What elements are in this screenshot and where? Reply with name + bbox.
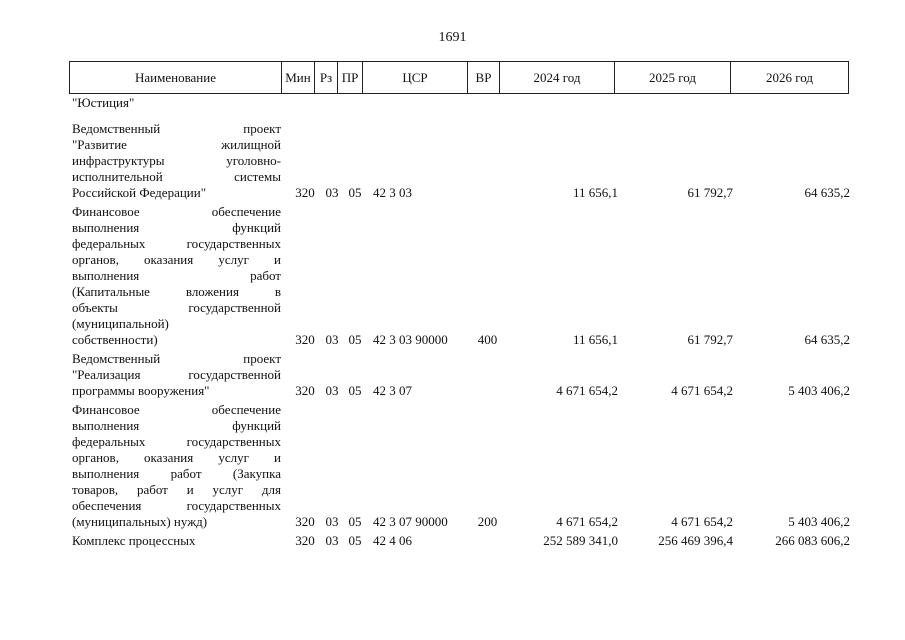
- cell-pr: 05: [348, 533, 362, 548]
- table-row: [69, 533, 851, 549]
- cell-2025: 4 671 654,2: [671, 514, 733, 529]
- row-name-line: Финансовое обеспечение: [72, 402, 281, 417]
- table-header: [69, 61, 849, 94]
- row-name-line: (Капитальные вложения в: [72, 284, 281, 299]
- row-name-line: Финансовое обеспечение: [72, 204, 281, 219]
- cell-rz: 03: [325, 533, 339, 548]
- row-name-line: Ведомственный проект: [72, 121, 281, 136]
- row-name-line: (муниципальной): [72, 316, 169, 331]
- header-name: Наименование: [70, 62, 282, 94]
- cell-min: 320: [295, 383, 315, 398]
- header-2024: 2024 год: [500, 62, 615, 94]
- row-name-line: "Развитие жилищной: [72, 137, 281, 152]
- cell-2026: 64 635,2: [804, 185, 850, 200]
- row-name-line: обеспечения государственных: [72, 498, 281, 513]
- cell-2026: 266 083 606,2: [775, 533, 850, 548]
- row-name-line: "Реализация государственной: [72, 367, 281, 382]
- cell-vr: 400: [477, 332, 498, 347]
- row-name-line: Российской Федерации": [72, 185, 207, 200]
- row-name-line: федеральных государственных: [72, 434, 281, 449]
- cell-min: 320: [295, 185, 315, 200]
- header-rz: Рз: [315, 62, 338, 94]
- row-name-line: Комплекс процессных: [72, 533, 196, 548]
- table-row: [69, 204, 851, 348]
- cell-2026: 5 403 406,2: [788, 383, 850, 398]
- row-name-line: федеральных государственных: [72, 236, 281, 251]
- cell-2025: 256 469 396,4: [658, 533, 733, 548]
- cell-2026: 64 635,2: [804, 332, 850, 347]
- cell-pr: 05: [348, 383, 362, 398]
- row-name-line: Ведомственный проект: [72, 351, 281, 366]
- cell-2026: 5 403 406,2: [788, 514, 850, 529]
- cell-vr: 200: [477, 514, 498, 529]
- cell-2024: 4 671 654,2: [556, 383, 618, 398]
- cell-min: 320: [295, 514, 315, 529]
- cell-rz: 03: [325, 383, 339, 398]
- header-vr: ВР: [468, 62, 500, 94]
- cell-csr: 42 4 06: [373, 533, 412, 548]
- row-name-line: выполнения работ (Закупка: [72, 466, 281, 481]
- header-min: Мин: [282, 62, 315, 94]
- row-name-line: товаров, работ и услуг для: [72, 482, 281, 497]
- header-csr: ЦСР: [363, 62, 468, 94]
- cell-csr: 42 3 07: [373, 383, 412, 398]
- cell-csr: 42 3 03: [373, 185, 412, 200]
- cell-2024: 4 671 654,2: [556, 514, 618, 529]
- row-name-line: инфраструктуры уголовно-: [72, 153, 281, 168]
- table-row: [69, 95, 851, 111]
- cell-min: 320: [295, 533, 315, 548]
- cell-csr: 42 3 03 90000: [373, 332, 448, 347]
- page-number: 1691: [438, 30, 467, 45]
- cell-pr: 05: [348, 332, 362, 347]
- row-name: [69, 402, 281, 530]
- row-name-line: (муниципальных) нужд): [72, 514, 208, 529]
- row-name-line: выполнения работ: [72, 268, 281, 283]
- cell-pr: 05: [348, 514, 362, 529]
- row-name-line: собственности): [72, 332, 158, 347]
- table-row: [69, 402, 851, 530]
- cell-rz: 03: [325, 332, 339, 347]
- row-name-line: органов, оказания услуг и: [72, 252, 281, 267]
- cell-2025: 61 792,7: [687, 185, 733, 200]
- cell-2024: 11 656,1: [572, 332, 618, 347]
- cell-rz: 03: [325, 514, 339, 529]
- row-name-line: органов, оказания услуг и: [72, 450, 281, 465]
- cell-2024: 11 656,1: [572, 185, 618, 200]
- cell-2025: 4 671 654,2: [671, 383, 733, 398]
- table-body: [69, 95, 851, 549]
- table-row: [69, 121, 851, 201]
- header-2026: 2026 год: [731, 62, 849, 94]
- cell-2025: 61 792,7: [687, 332, 733, 347]
- cell-csr: 42 3 07 90000: [373, 514, 448, 529]
- row-name-line: выполнения функций: [72, 418, 281, 433]
- row-name-line: исполнительной системы: [72, 169, 281, 184]
- header-2025: 2025 год: [615, 62, 731, 94]
- row-name-line: "Юстиция": [72, 95, 135, 110]
- header-pr: ПР: [338, 62, 363, 94]
- row-name-line: программы вооружения": [72, 383, 210, 398]
- table-row: [69, 351, 851, 399]
- cell-rz: 03: [325, 185, 339, 200]
- cell-2024: 252 589 341,0: [543, 533, 618, 548]
- cell-pr: 05: [348, 185, 362, 200]
- row-name-line: выполнения функций: [72, 220, 281, 235]
- cell-min: 320: [295, 332, 315, 347]
- row-name-line: объекты государственной: [72, 300, 281, 315]
- row-name: [69, 204, 281, 348]
